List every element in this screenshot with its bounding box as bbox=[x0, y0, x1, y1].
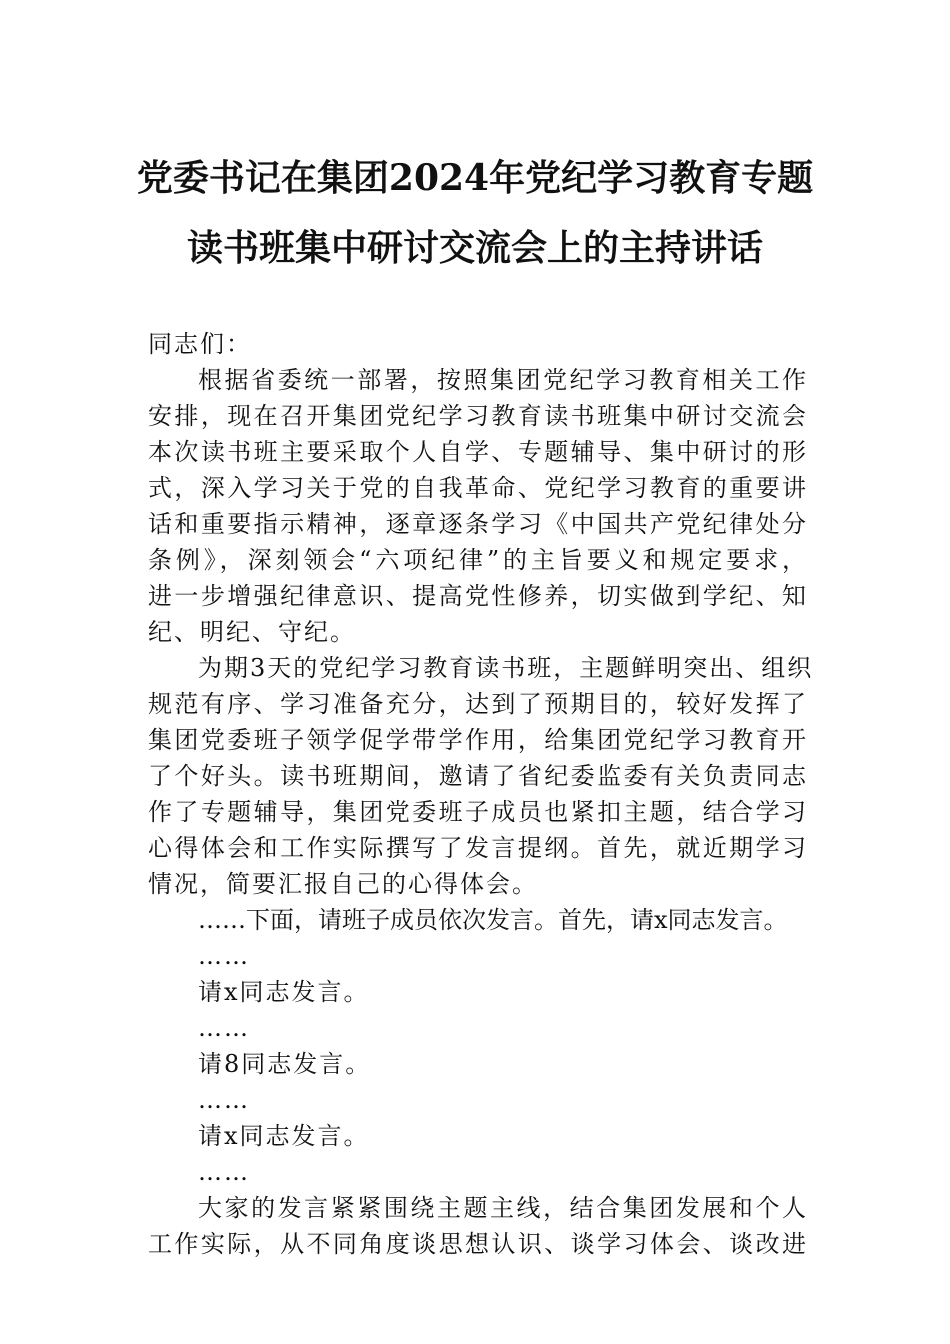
ellipsis-line: …… bbox=[198, 1014, 250, 1042]
paragraph-2-line: 规范有序、学习准备充分，达到了预期目的，较好发挥了 bbox=[148, 690, 808, 718]
speaker-call-line: 请8同志发言。 bbox=[198, 1050, 372, 1078]
paragraph-1-line: 安排，现在召开集团党纪学习教育读书班集中研讨交流会 bbox=[148, 402, 808, 430]
title-line-1: 党委书记在集团2024年党纪学习教育专题 bbox=[136, 157, 814, 199]
title-line-2: 读书班集中研讨交流会上的主持讲话 bbox=[186, 227, 763, 269]
document-body bbox=[148, 326, 814, 1262]
salutation: 同志们： bbox=[148, 330, 252, 358]
paragraph-1-line: 根据省委统一部署，按照集团党纪学习教育相关工作 bbox=[198, 366, 808, 394]
paragraph-2-line: 为期3天的党纪学习教育读书班，主题鲜明突出、组织 bbox=[198, 654, 814, 682]
paragraph-2-line: 集团党委班子领学促学带学作用，给集团党纪学习教育开 bbox=[148, 726, 808, 754]
document-title bbox=[0, 157, 950, 269]
ellipsis-line: …… bbox=[198, 942, 250, 970]
paragraph-1-line: 本次读书班主要采取个人自学、专题辅导、集中研讨的形 bbox=[148, 438, 808, 466]
paragraph-1-line: 进一步增强纪律意识、提高党性修养，切实做到学纪、知 bbox=[148, 582, 808, 610]
speaker-call-line: 请x同志发言。 bbox=[198, 978, 370, 1006]
paragraph-1-line: 条例》，深刻领会“六项纪律”的主旨要义和规定要求， bbox=[148, 546, 808, 574]
paragraph-2-line: 情况，简要汇报自己的心得体会。 bbox=[148, 870, 538, 898]
paragraph-3-line: 大家的发言紧紧围绕主题主线，结合集团发展和个人 bbox=[198, 1194, 808, 1222]
paragraph-2-line: 心得体会和工作实际撰写了发言提纲。首先，就近期学习 bbox=[148, 834, 808, 862]
paragraph-1-line: 式，深入学习关于党的自我革命、党纪学习教育的重要讲 bbox=[148, 474, 808, 502]
paragraph-2-line: 了个好头。读书班期间，邀请了省纪委监委有关负责同志 bbox=[148, 762, 808, 790]
speaker-call-line: 请x同志发言。 bbox=[198, 1122, 370, 1150]
ellipsis-line: …… bbox=[198, 1158, 250, 1186]
paragraph-3-line: 工作实际，从不同角度谈思想认识、谈学习体会、谈改进 bbox=[148, 1230, 808, 1258]
paragraph-1-line: 话和重要指示精神，逐章逐条学习《中国共产党纪律处分 bbox=[148, 510, 808, 538]
paragraph-2-line: 作了专题辅导，集团党委班子成员也紧扣主题，结合学习 bbox=[148, 798, 808, 826]
speaker-intro-line: ……下面，请班子成员依次发言。首先，请x同志发言。 bbox=[198, 906, 788, 934]
ellipsis-line: …… bbox=[198, 1086, 250, 1114]
paragraph-1-line: 纪、明纪、守纪。 bbox=[148, 618, 356, 646]
